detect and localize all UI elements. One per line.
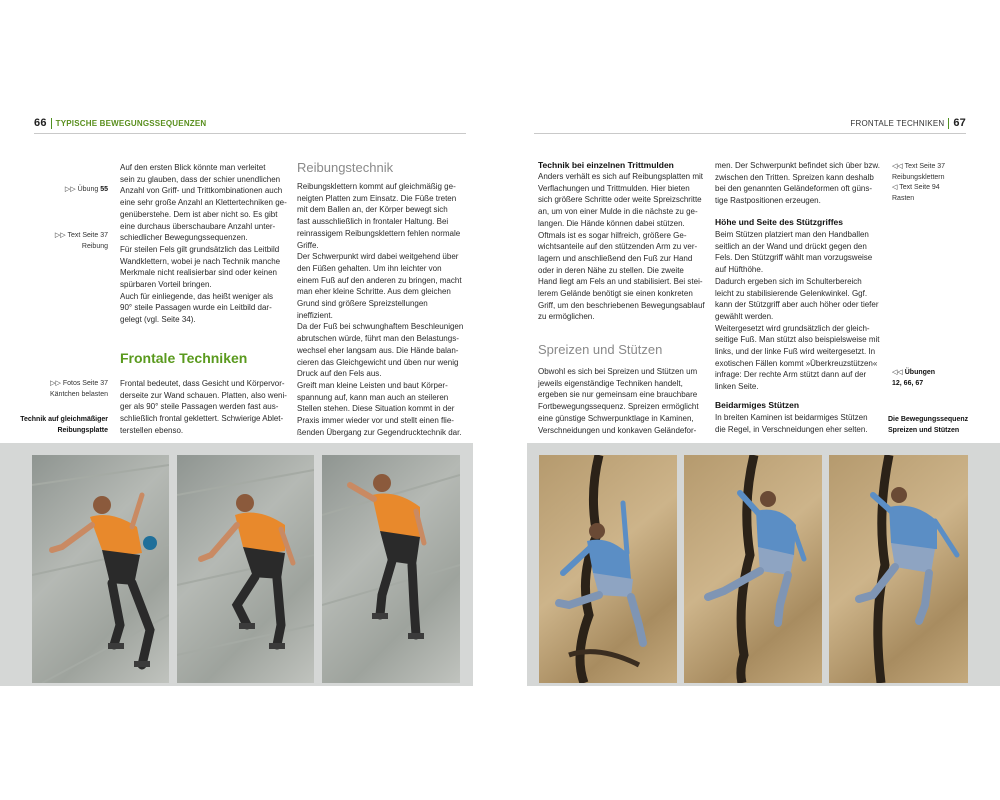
- trittmulden-line: zu ermöglichen.: [538, 312, 595, 322]
- intro-line: sein zu glauben, dass der schier unendlichen: [120, 174, 281, 184]
- intro-line: Wandklettern, wobei je nach Technik manche: [120, 256, 281, 266]
- intro-line: eine sehr große Anzahl an Klettertechniken ge-: [120, 198, 287, 208]
- reibung-line: cieren das Gleichgewicht und üben nur wenig: [297, 357, 459, 367]
- intro-line: Anzahl von Griff- und Trittkombinationen auch: [120, 186, 283, 196]
- running-header-right: [850, 117, 966, 129]
- trittmulden-line: langen. Die Hände können dabei stützen.: [538, 218, 685, 228]
- trittmulden-text: [538, 171, 713, 323]
- hoehe-line: auf Hüfthöhe.: [715, 265, 764, 275]
- reibung-line: Der Schwerpunkt wird dabei weitgehend über: [297, 252, 459, 262]
- left-photo-caption: Technik auf gleichmäßiger Reibungsplatte: [20, 416, 108, 434]
- climber-figure: [684, 455, 822, 683]
- hoehe-line: seitige Fuß. Man stützt also beispielsweise mit: [715, 335, 880, 345]
- trittmulden-line: Verflachungen und Trittmulden. Hier bieten: [538, 183, 690, 193]
- intro-line: Auf den ersten Blick könnte man verleitet: [120, 163, 266, 172]
- intro-line: Auch für einliegende, das heißt weniger als: [120, 291, 273, 301]
- intro-line: genüberstehe. Dem ist aber nicht so. Es gibt: [120, 209, 278, 219]
- hoehe-line: infrage: Der rechte Arm stützt dann auf der: [715, 370, 867, 380]
- crack-climb-photo-2: [684, 455, 822, 683]
- hoehe-seite-heading: Höhe und Seite des Stützgriffes: [715, 217, 843, 227]
- left-intro-text: [120, 162, 288, 326]
- spreizen-stuetzen-heading: Spreizen und Stützen: [538, 342, 663, 357]
- reibung-line: spannung auf, kann man auch an steileren: [297, 392, 449, 402]
- climber-figure: [177, 455, 314, 683]
- col2-line: bei den genannten Geländeformen oft güns-: [715, 184, 873, 194]
- frontale-text: [120, 378, 290, 437]
- header-divider: [948, 118, 949, 129]
- spreizen-line: eine günstige Schwerpunktlage in Kaminen,: [538, 413, 694, 423]
- left-running-title: TYPISCHE BEWEGUNGSSEQUENZEN: [55, 119, 207, 128]
- reibung-line: Grund sind größere Spreizstellungen: [297, 299, 428, 309]
- slab-climb-photo-1: [32, 455, 169, 683]
- note-arrow-icon: ▷▷: [64, 186, 76, 193]
- hoehe-line: leicht zu stabilisierende Gelenkwinkel. Ggf.: [715, 288, 868, 298]
- running-header-left: [34, 117, 206, 129]
- header-rule-left: [34, 133, 466, 134]
- hoehe-line: Dadurch ergeben sich im Schulterbereich: [715, 276, 862, 286]
- reibung-line: Praxis immer wieder vor und stellt einen flie-: [297, 416, 454, 426]
- trittmulden-line: Griff, um den beschriebenen Bewegungsablauf: [538, 300, 705, 310]
- trittmulden-line: Oftmals ist es sogar hilfreich, größere Ge-: [538, 230, 687, 240]
- note-arrow-icon: ◁◁: [892, 369, 903, 376]
- reibung-line: Greift man kleine Leisten und baut Körper-: [297, 380, 448, 390]
- spreizen-text: [538, 366, 713, 436]
- reibung-line: wechsel eher langsam aus. Die Hände balan-: [297, 345, 459, 355]
- reibung-line: mit dem Ballen an, der Körper bewegt sich: [297, 205, 448, 215]
- spreizen-line: ergeben sie nur gemeinsam eine brauchbare: [538, 390, 698, 400]
- slab-climb-photo-3: [322, 455, 460, 683]
- trittmulden-line: Hand liegt am Fels an und stabilisiert. Bei stei-: [538, 277, 703, 287]
- header-rule-right: [534, 133, 966, 134]
- right-running-title: FRONTALE TECHNIKEN: [850, 119, 945, 128]
- hoehe-line: Weitergesetzt wird grundsätzlich der gleich-: [715, 323, 870, 333]
- climber-figure: [322, 455, 460, 683]
- reibung-line: Reibungsklettern kommt auf gleichmäßig ge-: [297, 182, 456, 191]
- trittmulden-line: wichtsanteile auf den stützenden Arm zu ver-: [538, 242, 698, 252]
- margin-note-fotos: ▷▷ Fotos Seite 37 Käntchen belasten: [50, 380, 108, 398]
- reibung-line: fast ausschließlich in frontaler Haltung. Bei: [297, 217, 449, 227]
- right-col2-intro: [715, 160, 885, 207]
- reibung-line: man eher kleine Schritte. Aus dem gleichen: [297, 287, 451, 297]
- beidarmiges-heading: Beidarmiges Stützen: [715, 400, 800, 410]
- frontale-line: Frontal bedeutet, dass Gesicht und Körpervor-: [120, 379, 285, 388]
- reibung-line: Griffe.: [297, 240, 319, 250]
- hoehe-line: Beim Stützen platziert man den Handballen: [715, 230, 869, 239]
- reibung-text: [297, 181, 469, 438]
- reibung-line: abrutschen würde, führt man den Belastungs-: [297, 334, 459, 344]
- margin-note-uebung: ▷▷ Übung 55: [64, 186, 108, 193]
- hoehe-text: [715, 229, 887, 393]
- trittmulden-line: lagern und anschließend den Fuß zur Hand: [538, 253, 693, 263]
- trittmulden-line: lerem Gelände benötigt sie einen konkreten: [538, 289, 693, 299]
- col2-line: tige Rastpositionen erzeugen.: [715, 196, 821, 206]
- hoehe-line: exotischen Fällen kommt »Überkreuzstützen«: [715, 358, 878, 368]
- right-margin-refs: ◁◁ Text Seite 37 Reibungsklettern ◁ Text Seite 94 Rasten: [892, 163, 946, 202]
- frontale-line: schließlich frontal geklettert. Schwierige Ablet-: [120, 414, 284, 424]
- reibung-line: reinrassigem Reibungsklettern fehlen normale: [297, 228, 461, 238]
- note-arrow-icon: ▷▷: [50, 380, 61, 387]
- trittmulden-heading: Technik bei einzelnen Trittmulden: [538, 160, 674, 170]
- crack-climb-photo-3: [829, 455, 968, 683]
- right-margin-uebungen: ◁◁ Übungen 12, 66, 67: [892, 369, 936, 387]
- frontale-line: ger als 90° steile Passagen werden fast aus-: [120, 402, 279, 412]
- trittmulden-line: Anders verhält es sich auf Reibungsplatten mit: [538, 172, 703, 181]
- intro-line: schiedlicher Bewegungssequenzen.: [120, 233, 248, 243]
- intro-line: 90° steile Passagen wurde ein Leitbild dar-: [120, 303, 272, 313]
- intro-line: Für steilen Fels gilt grundsätzlich das Leitbild: [120, 244, 280, 254]
- col2-line: zwischen den Tritten. Spreizen kann deshalb: [715, 172, 874, 182]
- intro-line: spürbaren Vorteil bringen.: [120, 280, 212, 290]
- note-arrow-icon: ◁: [892, 184, 898, 191]
- spreizen-line: Fortbewegungssequenz. Spreizen ermöglicht: [538, 402, 699, 412]
- intro-line: gelegt (vgl. Seite 34).: [120, 315, 196, 325]
- spreizen-line: jeweils eigenständige Techniken handelt,: [538, 378, 683, 388]
- reibung-line: Druck auf den Fels aus.: [297, 369, 382, 379]
- reibung-line: Stellen stehen. Diese Situation kommt in der: [297, 404, 455, 414]
- header-divider: [51, 118, 52, 129]
- hoehe-line: links, und der linke Fuß wird weitergesetzt. In: [715, 347, 876, 357]
- beidarmiges-text: [715, 412, 887, 435]
- hoehe-line: kann der Stützgriff aber auch höher oder tiefer: [715, 300, 879, 310]
- hoehe-line: gewählt werden.: [715, 311, 774, 321]
- margin-note-text-reibung: ▷▷ Text Seite 37 Reibung: [54, 232, 108, 250]
- spreizen-line: Obwohl es sich bei Spreizen und Stützen um: [538, 367, 698, 376]
- frontale-line: derseite zur Wand schauen. Platten, also weni-: [120, 390, 287, 400]
- trittmulden-line: sich größere Schritte oder weite Spreizschritte: [538, 195, 702, 205]
- frontale-line: terstellen ebenso.: [120, 425, 184, 435]
- trittmulden-line: oder in deren Nähe zu stellen. Die zweite: [538, 265, 684, 275]
- left-page-number: 66: [34, 117, 47, 129]
- climber-figure: [829, 455, 968, 683]
- spreizen-line: Verschneidungen und konkaven Geländefor-: [538, 425, 697, 435]
- col2-line: men. Der Schwerpunkt befindet sich über bzw.: [715, 161, 880, 170]
- climber-figure: [32, 455, 169, 683]
- reibung-line: ineffizient.: [297, 310, 333, 320]
- trittmulden-line: an, um von einer Mulde in die nächste zu ge-: [538, 207, 698, 217]
- hoehe-line: Fels. Den Stützgriff wählt man vorzugsweise: [715, 253, 873, 263]
- hoehe-line: seitlich an der Wand und drückt gegen den: [715, 241, 867, 251]
- slab-climb-photo-2: [177, 455, 314, 683]
- beid-line: die Regel, in Verschneidungen eher selten.: [715, 424, 868, 434]
- intro-line: eine durchaus überschaubare Anzahl unter-: [120, 221, 276, 231]
- hoehe-line: linken Seite.: [715, 382, 759, 392]
- note-arrow-icon: ◁◁: [892, 163, 903, 170]
- reibung-line: einem Fuß auf den anderen zu bringen, macht: [297, 275, 462, 285]
- intro-line: Merkmale nicht realisierbar sind oder keinen: [120, 268, 277, 278]
- frontale-techniken-heading: Frontale Techniken: [120, 350, 248, 366]
- right-page-number: 67: [953, 117, 966, 129]
- note-arrow-icon: ▷▷: [54, 232, 66, 239]
- right-photo-caption: Die Bewegungssequenz Spreizen und Stützen: [888, 416, 969, 434]
- reibungstechnik-heading: Reibungstechnik: [297, 160, 394, 175]
- reibung-line: ßenden Übergang zur Gegendrucktechnik dar.: [297, 427, 462, 437]
- crack-climb-photo-1: [539, 455, 677, 683]
- beid-line: In breiten Kaminen ist beidarmiges Stützen: [715, 413, 868, 422]
- reibung-line: neigten Platten zum Einsatz. Die Füße treten: [297, 193, 457, 203]
- reibung-line: den Füßen gehalten. Um ihn leichter von: [297, 263, 442, 273]
- reibung-line: Da der Fuß bei schwunghaftem Beschleunigen: [297, 322, 464, 332]
- climber-figure: [539, 455, 677, 683]
